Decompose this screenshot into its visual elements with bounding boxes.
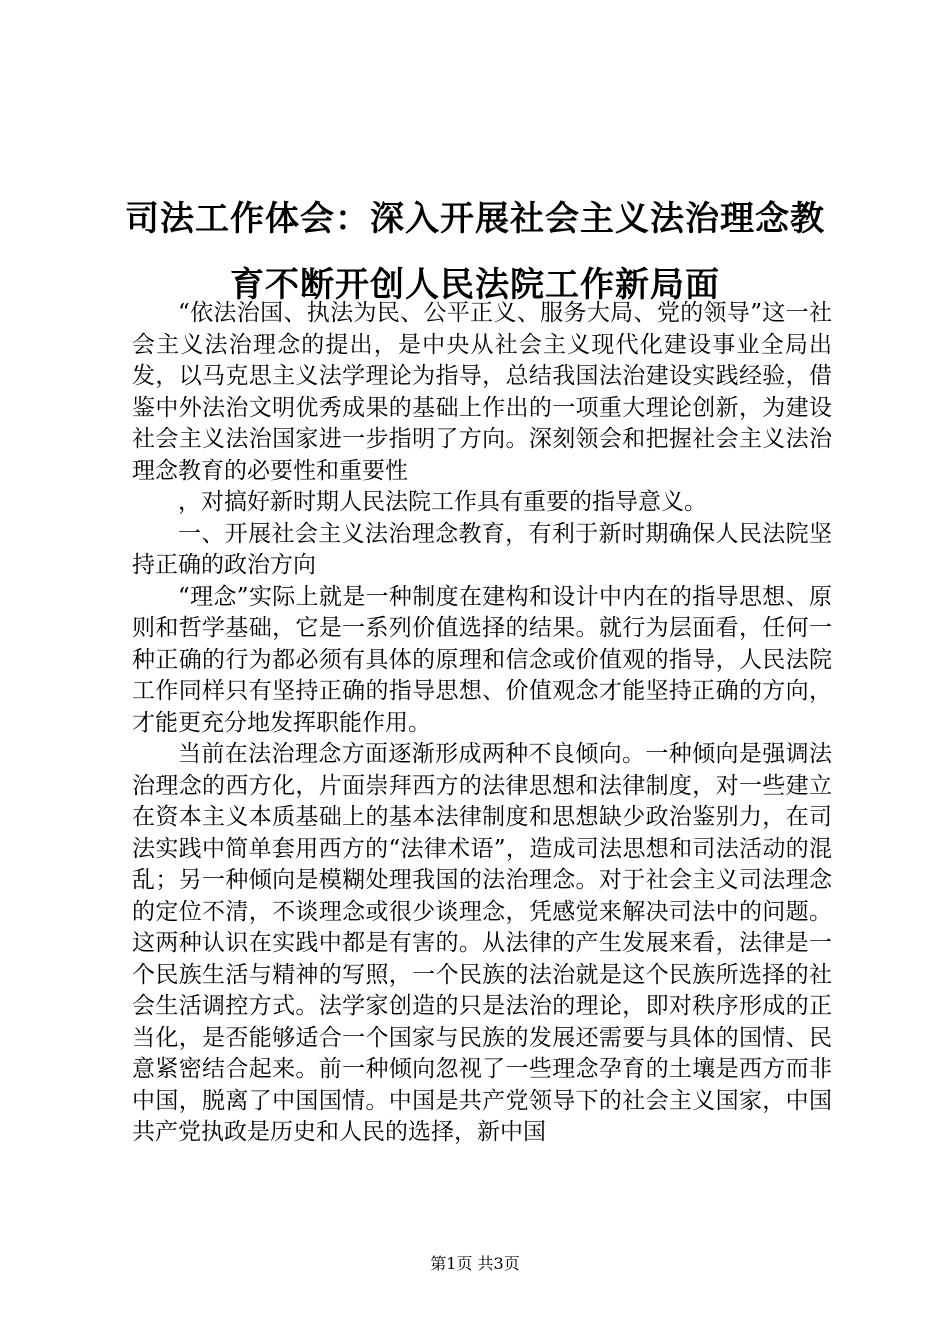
page-number-footer: 第1页 共3页 [430, 1254, 520, 1273]
title-line-1: 司法工作体会：深入开展社会主义法治理念教 [125, 199, 825, 239]
paragraph-heading: 一、开展社会主义法治理念教育，有利于新时期确保人民法院坚持正确的政治方向 [132, 520, 832, 578]
paragraph: “依法治国、执法为民、公平正义、服务大局、党的领导”这一社会主义法治理念的提出，是中央从社会主义现代化建设事业全局出发，以马克思主义法学理论为指导，总结我国法治建设实践经验，借鉴中外法治文明优秀成果的基础上作出的一项重大理论创新，为建设社会主义法治国家进一步指明了方向。深刻领会和把握社会主义法治理念教育的必要性和重要性 [132, 300, 832, 484]
title-line-2: 育不断开创人民法院工作新局面 [230, 265, 720, 305]
paragraph: 当前在法治理念方面逐渐形成两种不良倾向。一种倾向是强调法治理念的西方化，片面崇拜西方的法律思想和法律制度，对一些建立在资本主义本质基础上的基本法律制度和思想缺少政治鉴别力，在司法实践中简单套用西方的“法律术语”，造成司法思想和司法活动的混乱；另一种倾向是模糊处理我国的法治理念。对于社会主义司法理念的定位不清，不谈理念或很少谈理念，凭感觉来解决司法中的问题。这两种认识在实践中都是有害的。从法律的产生发展来看，法律是一个民族生活与精神的写照，一个民族的法治就是这个民族所选择的社会生活调控方式。法学家创造的只是法治的理论，即对秩序形成的正当化，是否能够适合一个国家与民族的发展还需要与具体的国情、民意紧密结合起来。前一种倾向忽视了一些理念孕育的土壤是西方而非中国，脱离了中国国情。中国是共产党领导下的社会主义国家，中国共产党执政是历史和人民的选择，新中国 [132, 741, 832, 1145]
document-body [132, 298, 832, 1149]
paragraph: “理念”实际上就是一种制度在建构和设计中内在的指导思想、原则和哲学基础，它是一系列价值选择的结果。就行为层面看，任何一种正确的行为都必须有具体的原理和信念或价值观的指导，人民法院工作同样只有坚持正确的指导思想、价值观念才能坚持正确的方向，才能更充分地发挥职能作用。 [132, 583, 832, 736]
paragraph: ，对搞好新时期人民法院工作具有重要的指导意义。 [178, 489, 707, 515]
